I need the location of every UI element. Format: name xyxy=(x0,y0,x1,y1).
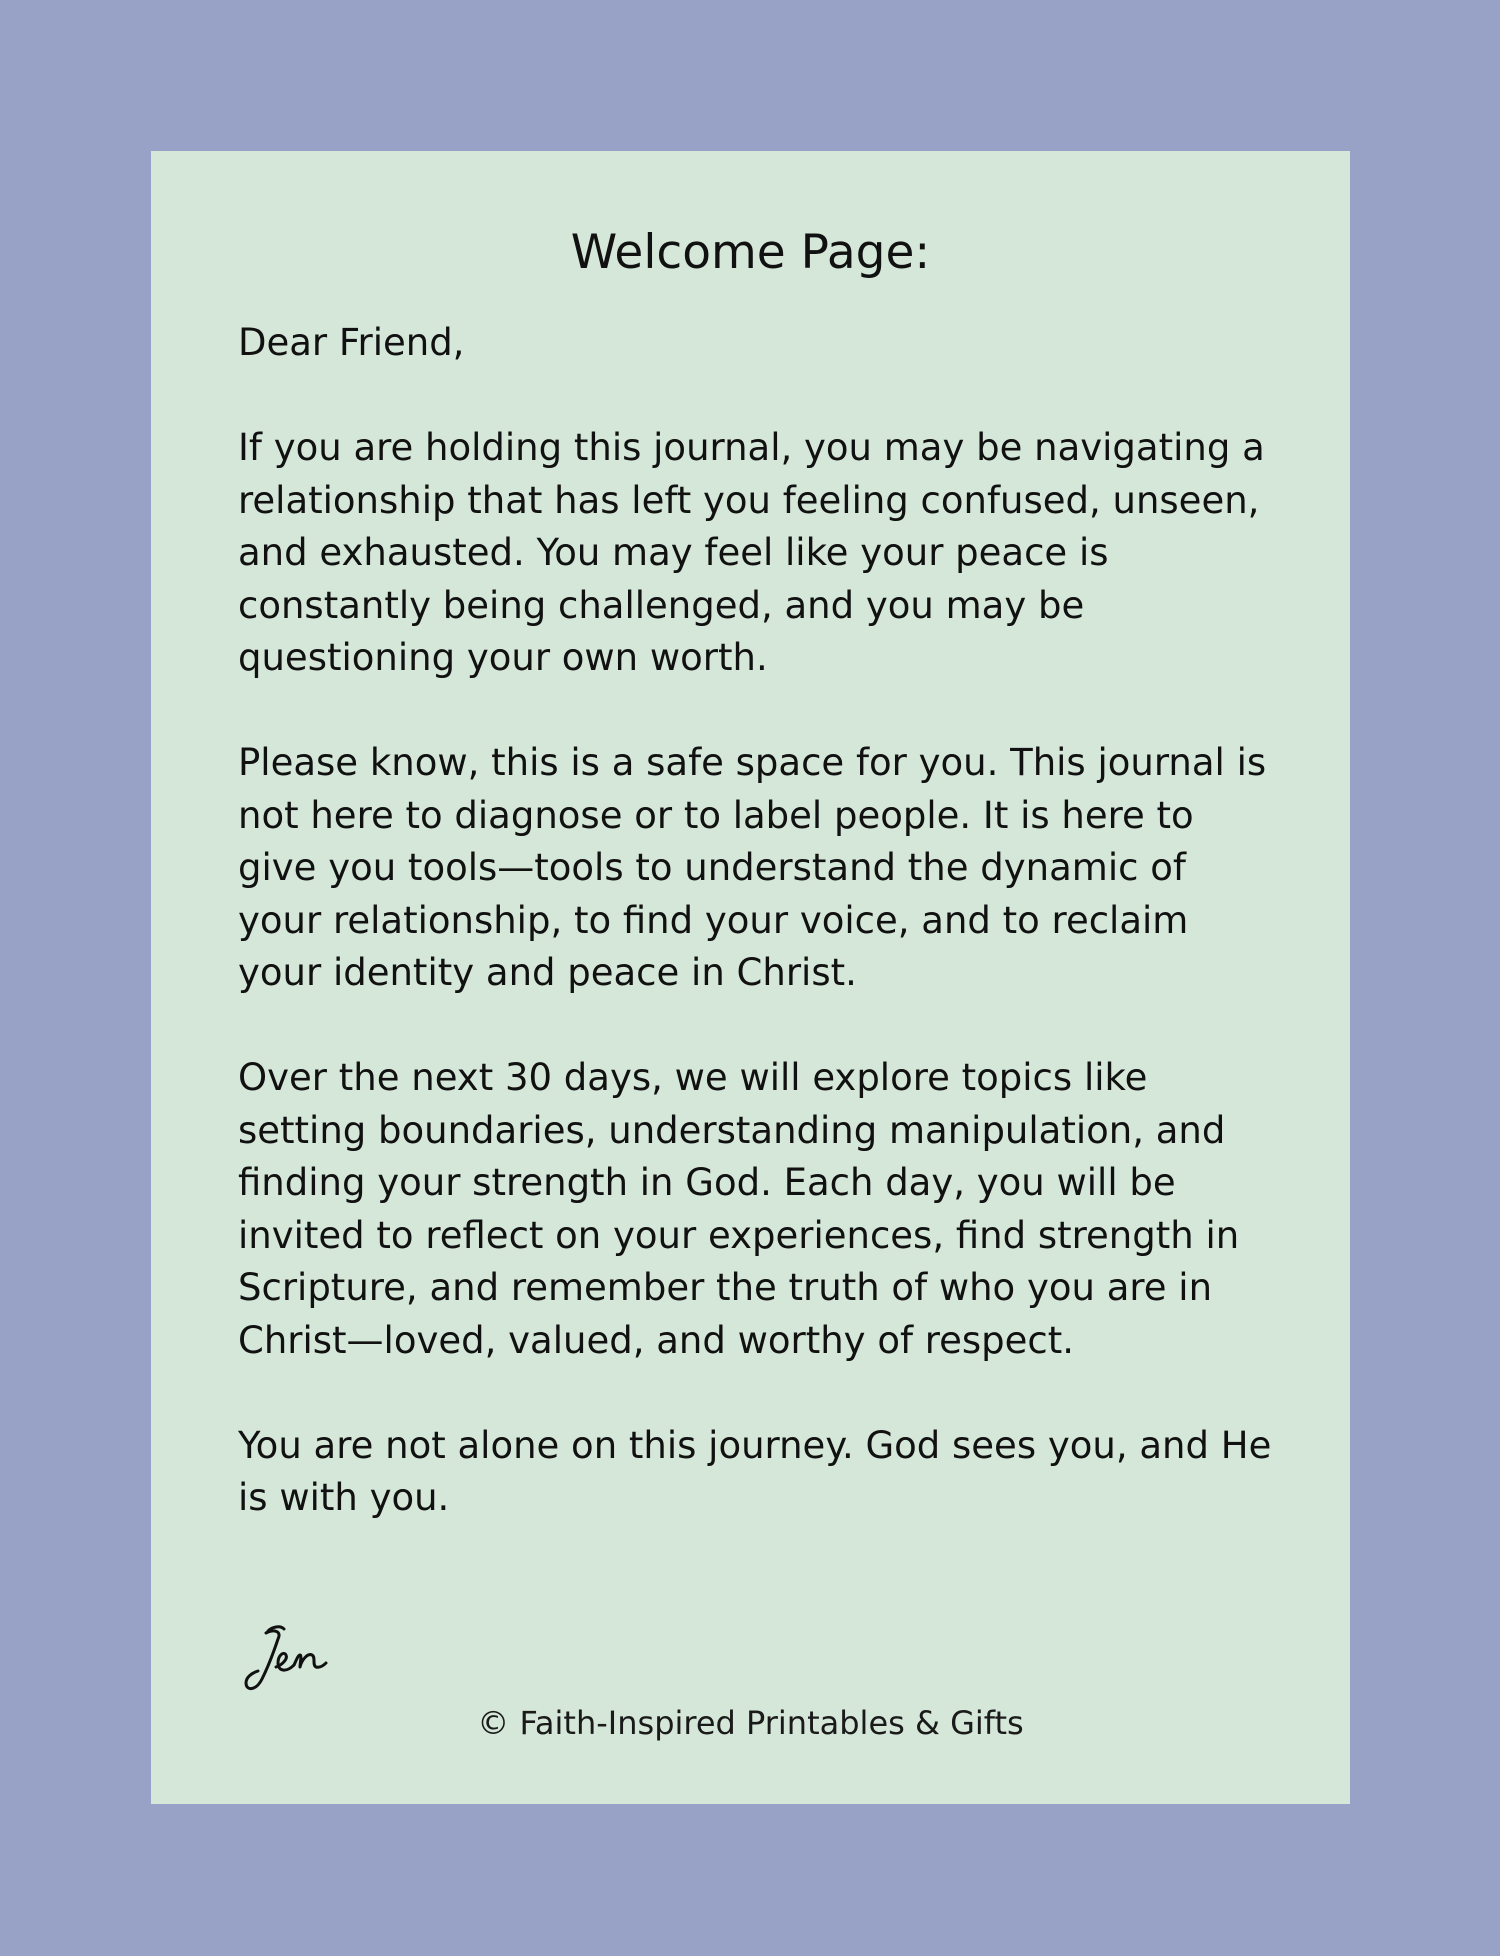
letter-paragraph-2: Please know, this is a safe space for you. This journal is not here to diagnose or to label people. It is here to give you tools—tools to understand the dynamic of your relationship, to find your voice, and to reclaim your identity and peace in Christ. xyxy=(238,741,1267,994)
letter-paragraph-4: You are not alone on this journey. God sees you, and He is with you. xyxy=(238,1423,1272,1519)
letter-paragraph-1: If you are holding this journal, you may be navigating a relationship that has left you feeling confused, unseen, and exhausted. You may feel like your peace is constantly being challenged, and you may be questioning your own worth. xyxy=(238,426,1265,679)
letter-body xyxy=(238,317,1278,1577)
greeting: Dear Friend, xyxy=(238,321,465,364)
letter-paragraph-3: Over the next 30 days, we will explore topics like setting boundaries, understanding manipulation, and finding your strength in God. Each day, you will be invited to reflect on your experiences, find strength in Scripture, and remember the truth of who you are in Christ—loved, valued, and worthy of respect. xyxy=(238,1056,1240,1362)
page-title: Welcome Page: xyxy=(570,225,931,280)
copyright-notice: © Faith-Inspired Printables & Gifts xyxy=(477,1704,1024,1742)
journal-page xyxy=(151,151,1350,1804)
signature-jen xyxy=(238,1621,338,1701)
